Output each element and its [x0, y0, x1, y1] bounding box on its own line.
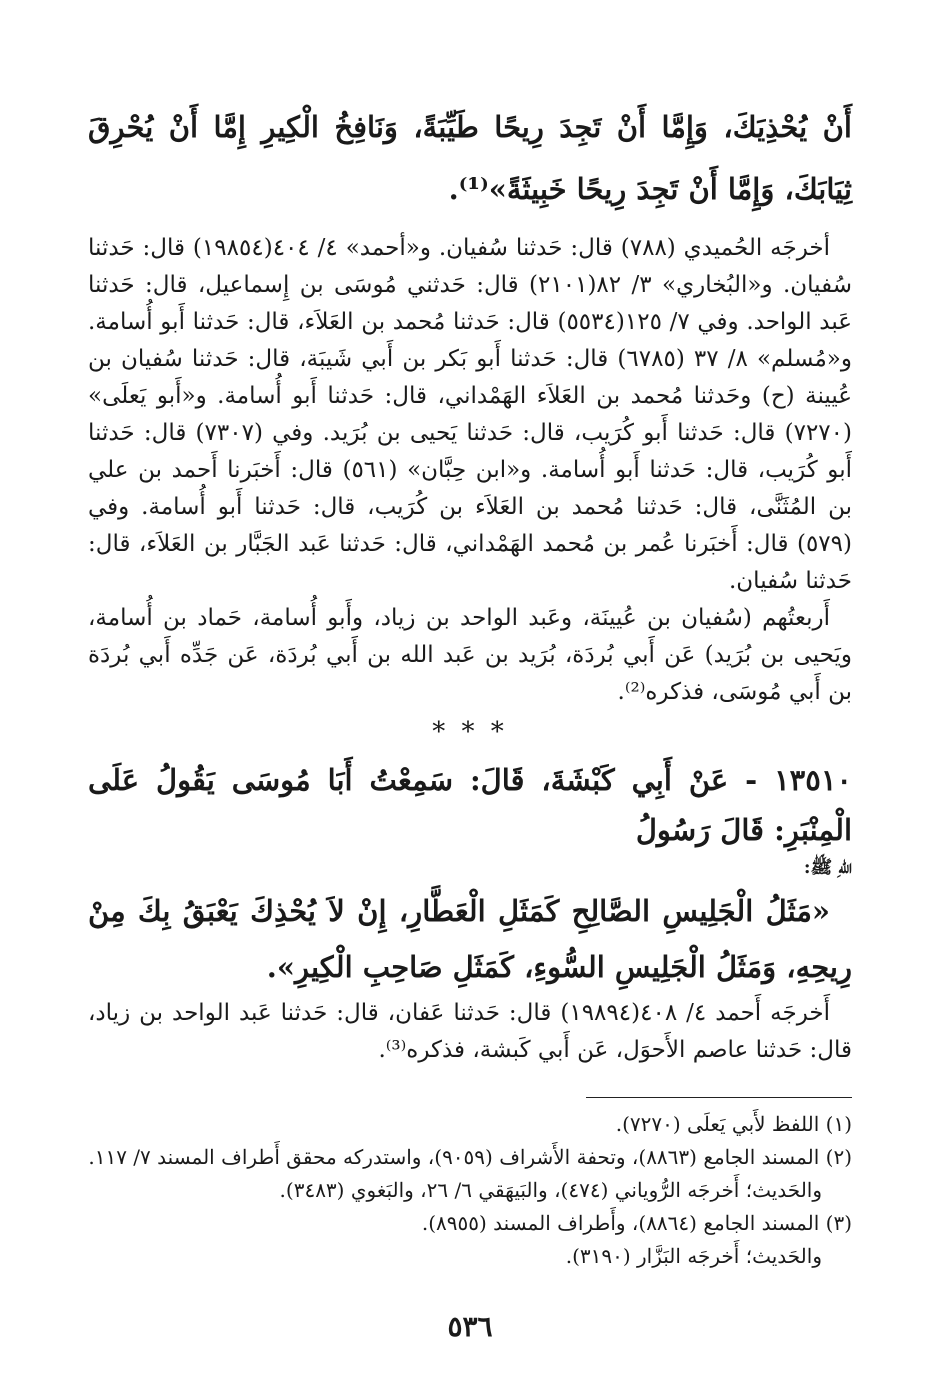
hadith-intro: - عَنْ أَبِي كَبْشَةَ، قَالَ: سَمِعْتُ أَبَا مُوسَى يَقُولُ عَلَى الْمِنْبَرِ: قَالَ رَسُولُ — [88, 763, 852, 847]
takhrij-paragraph-3: أَخرجَه أَحمد ٤/ ٤٠٨(١٩٨٩٤) قال: حَدثنا عَفان، قال: حَدثنا عَبد الواحد بن زياد، قال: حَدثنا عاصم الأَحوَل، عَن أَبي كَبشة، فذكره⁽³⁾. — [88, 1000, 852, 1063]
takhrij-paragraph-2: أَربعتُهم (سُفيان بن عُيينَة، وعَبد الواحد بن زياد، وأَبو أُسامة، حَماد بن أُسامة، ويَحيى بن بُرَيد) عَن أَبي بُردَة، بُرَيد بن عَبد الله بن أَبي بُردَة، عَن جَدِّه أَبي بُردَة بن أَبي مُوسَى، فذكره⁽²⁾. — [88, 605, 852, 705]
footnotes — [88, 1108, 852, 1273]
hadith-heading — [88, 755, 852, 855]
footnote-2: (٢) المسند الجامع (٨٨٦٣)، وتحفة الأَشراف (٩٠٥٩)، واستدركه محقق أَطراف المسند ٧/ ١١٧. — [88, 1145, 852, 1169]
hadith-number: ١٣٥١٠ — [774, 763, 852, 797]
page-number: ٥٣٦ — [447, 1310, 493, 1343]
hadith-ending-text: أَنْ يُحْذِيَكَ، وَإِمَّا أَنْ تَجِدَ رِيحًا طَيِّبَةً، وَنَافِخُ الْكِيرِ إِمَّا أَنْ يُحْرِقَ ثِيَابَكَ، وَإِمَّا أَنْ تَجِدَ رِيحًا خَبِيثَةً»⁽¹⁾. — [88, 110, 852, 206]
hadith-matn: «مَثَلُ الْجَلِيسِ الصَّالِحِ كَمَثَلِ الْعَطَّارِ، إِنْ لاَ يُحْذِكَ يَعْبَقُ بِكَ مِنْ رِيحِهِ، وَمَثَلُ الْجَلِيسِ السُّوءِ، كَمَثَلِ صَاحِبِ الْكِيرِ». — [88, 894, 852, 984]
footnote-1: (١) اللفظ لأَبي يَعلَى (٧٢٧٠). — [615, 1112, 852, 1136]
hadith-rasul-line: اللهِ ﷺ: — [803, 857, 852, 878]
takhrij-paragraph-1: أخرجَه الحُميدي (٧٨٨) قال: حَدثنا سُفيان. و«أحمد» ٤/ ٤٠٤(١٩٨٥٤) قال: حَدثنا سُفيان. و«البُخاري» ٣/ ٨٢(٢١٠١) قال: حَدثني مُوسَى بن إِسماعيل، قال: حَدثنا عَبد الواحد. وفي ٧/ ١٢٥(٥٥٣٤) قال: حَدثنا مُحمد بن العَلاَء، قال: حَدثنا أَبو أُسامة. و«مُسلم» ٨/ ٣٧ (٦٧٨٥) قال: حَدثنا أَبو بَكر بن أَبي شَيبَة، قال: حَدثنا سُفيان بن عُيينة (ح) وحَدثنا مُحمد بن العَلاَء الهَمْداني، قال: حَدثنا أَبو أُسامة. و«أَبو يَعلَى» (٧٢٧٠) قال: حَدثنا أَبو كُرَيب، قال: حَدثنا يَحيى بن بُرَيد. وفي (٧٣٠٧) قال: حَدثنا أَبو كُرَيب، قال: حَدثنا أَبو أُسامة. و«ابن حِبَّان» (٥٦١) قال: أَخبَرنا أَحمد بن علي بن المُثَنَّى، قال: حَدثنا مُحمد بن العَلاَء بن كُرَيب، قال: حَدثنا أَبو أُسامة. وفي (٥٧٩) قال: أَخبَرنا عُمر بن مُحمد الهَمْداني، قال: حَدثنا عَبد الجَبَّار بن العَلاَء، قال: حَدثنا سُفيان. — [88, 235, 853, 594]
footnote-divider — [586, 1097, 852, 1098]
page-body — [88, 96, 852, 1343]
footnote-3: (٣) المسند الجامع (٨٨٦٤)، وأَطراف المسند (٨٩٥٥). — [421, 1211, 852, 1235]
footnote-3-continuation: والحَديث؛ أَخرجَه البَزَّار (٣١٩٠). — [565, 1244, 822, 1268]
footnote-2-continuation: والحَديث؛ أَخرجَه الرُّوياني (٤٧٤)، والبَيهَقي ٦/ ٢٦، والبَغوي (٣٤٨٣). — [279, 1178, 822, 1202]
section-separator: * * * — [432, 717, 508, 747]
